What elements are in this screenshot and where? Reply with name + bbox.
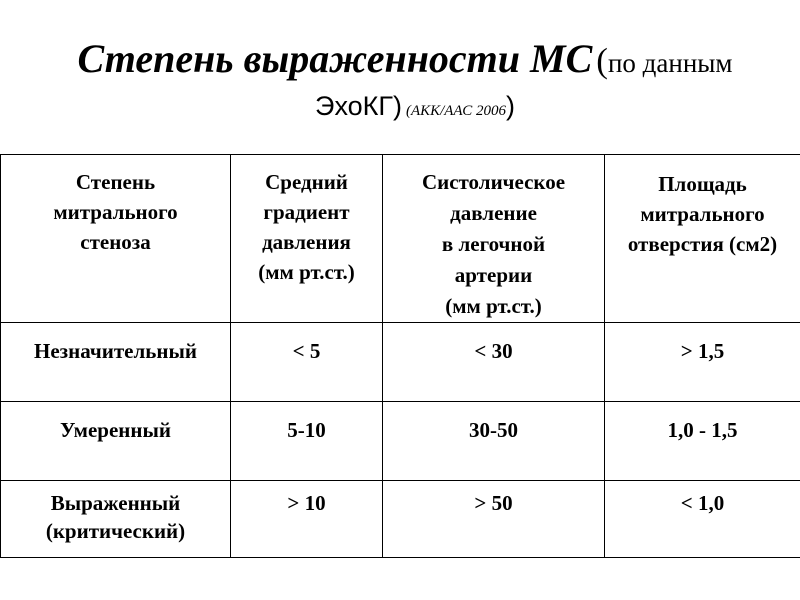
area-value: > 1,5 bbox=[680, 339, 725, 363]
header-pressure-line: давление bbox=[450, 201, 537, 225]
header-pressure-line: в легочной bbox=[441, 232, 546, 256]
table-header-row bbox=[1, 155, 800, 323]
title-open-paren: ( bbox=[596, 41, 608, 80]
gradient-cell bbox=[231, 323, 383, 402]
gradient-cell bbox=[231, 402, 383, 481]
header-pressure-line: артерии bbox=[454, 263, 533, 287]
header-pressure-line: Систолическое bbox=[421, 170, 566, 194]
area-value: < 1,0 bbox=[680, 491, 725, 515]
gradient-value: 5-10 bbox=[287, 418, 326, 442]
row-label-cell bbox=[1, 481, 231, 558]
area-value: 1,0 - 1,5 bbox=[667, 418, 738, 442]
header-area-line: Площадь bbox=[658, 172, 747, 196]
header-gradient-line: градиент bbox=[263, 200, 350, 224]
area-cell bbox=[605, 323, 800, 402]
header-cell-area bbox=[605, 155, 800, 323]
area-cell bbox=[605, 402, 800, 481]
pressure-value: 30-50 bbox=[469, 418, 518, 442]
title-echo-text: ЭхоКГ) bbox=[315, 91, 402, 121]
table-row bbox=[1, 481, 800, 558]
header-gradient-line: Средний bbox=[265, 170, 348, 194]
gradient-cell bbox=[231, 481, 383, 558]
gradient-value: > 10 bbox=[287, 491, 326, 515]
header-cell-pressure bbox=[383, 155, 605, 323]
title-reference: (АКК/ААС 2006 bbox=[406, 103, 506, 119]
row-label: (критический) bbox=[45, 519, 186, 543]
table-row bbox=[1, 323, 800, 402]
row-label: Выраженный bbox=[50, 491, 181, 515]
header-degree-line: стеноза bbox=[80, 230, 151, 254]
stenosis-table-wrap bbox=[0, 154, 800, 558]
pressure-cell bbox=[383, 402, 605, 481]
stenosis-severity-table bbox=[0, 154, 800, 558]
title-line-1 bbox=[20, 34, 790, 86]
row-label: Незначительный bbox=[34, 339, 197, 363]
header-pressure-line: (мм рт.ст.) bbox=[445, 294, 542, 318]
title-line-2 bbox=[40, 86, 790, 126]
title-main-text: Степень выраженности МС bbox=[77, 36, 593, 81]
header-cell-gradient bbox=[231, 155, 383, 323]
title-close-paren: ) bbox=[505, 91, 515, 121]
header-area-line: митрального bbox=[640, 202, 765, 226]
row-label: Умеренный bbox=[59, 418, 171, 442]
table-row bbox=[1, 402, 800, 481]
area-cell bbox=[605, 481, 800, 558]
pressure-cell bbox=[383, 481, 605, 558]
pressure-value: > 50 bbox=[474, 491, 513, 515]
pressure-value: < 30 bbox=[474, 339, 513, 363]
header-degree-line: митрального bbox=[53, 200, 178, 224]
pressure-cell bbox=[383, 323, 605, 402]
gradient-value: < 5 bbox=[292, 339, 321, 363]
header-gradient-line: давления bbox=[262, 230, 351, 254]
title-line1-tail: по данным bbox=[607, 48, 733, 78]
header-cell-degree bbox=[1, 155, 231, 323]
row-label-cell bbox=[1, 323, 231, 402]
row-label-cell bbox=[1, 402, 231, 481]
header-area-line: отверстия (см2) bbox=[627, 232, 778, 256]
header-degree-line: Степень bbox=[75, 170, 156, 194]
header-gradient-line: (мм рт.ст.) bbox=[258, 260, 355, 284]
slide-title bbox=[40, 34, 790, 126]
